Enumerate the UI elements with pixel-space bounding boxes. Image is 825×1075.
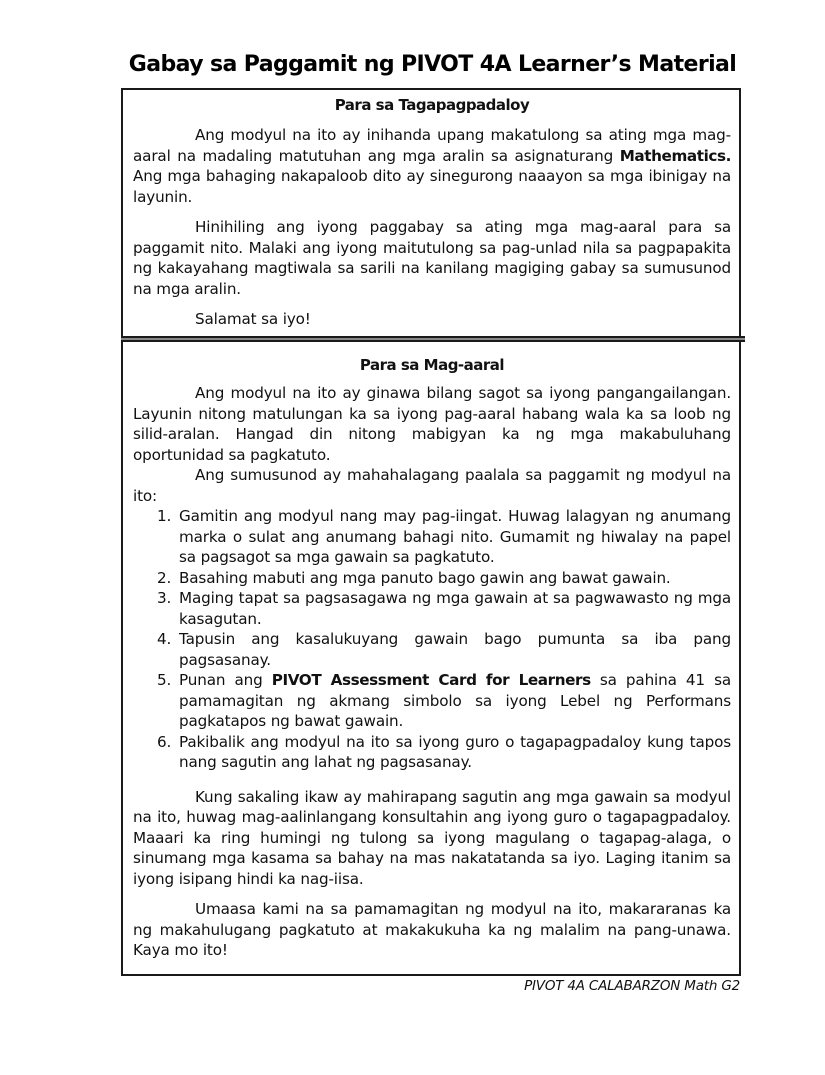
list-number: 1. <box>157 507 172 525</box>
teacher-p1-text-end: Ang mga bahaging nakapaloob dito ay sinegurong naaayon sa mga ibinigay na layunin. <box>133 167 731 206</box>
list-text: Punan ang <box>179 671 272 689</box>
teacher-guide-box <box>121 88 741 339</box>
learner-paragraph-2: Ang sumusunod ay mahahalagang paalala sa paggamit ng modyul na ito: <box>133 466 731 505</box>
list-item <box>133 588 731 629</box>
list-text: Maging tapat sa pagsasagawa ng mga gawain at sa pagwawasto ng mga kasagutan. <box>179 589 731 628</box>
list-number: 2. <box>157 568 172 587</box>
page-footer: PIVOT 4A CALABARZON Math G2 <box>524 978 740 994</box>
list-text: Tapusin ang kasalukuyang gawain bago pumunta sa iba pang pagsasanay. <box>179 630 731 669</box>
learner-paragraph-1: Ang modyul na ito ay ginawa bilang sagot sa iyong pangangailangan. Layunin nitong matulungan ka sa iyong pag-aaral habang wala ka sa loob ng silid-aralan. Hangad din nitong mabigyan ka ng mga makabuluhang oportunidad sa pagkatuto. <box>133 384 731 464</box>
learner-guide-box <box>121 340 741 976</box>
assessment-card-name: PIVOT Assessment Card for Learners <box>271 671 591 689</box>
list-item <box>133 506 731 568</box>
teacher-section-heading: Para sa Tagapagpadaloy <box>334 96 530 114</box>
list-text: Basahing mabuti ang mga panuto bago gawin ang bawat gawain. <box>179 568 671 587</box>
list-number: 6. <box>157 732 172 751</box>
subject-name: Mathematics. <box>619 146 731 165</box>
teacher-thanks: Salamat sa iyo! <box>195 310 311 328</box>
list-item <box>133 568 731 589</box>
list-number: 4. <box>157 630 172 648</box>
reminders-list <box>133 506 731 773</box>
list-item <box>133 732 731 773</box>
list-text: Gamitin ang modyul nang may pag-iingat. Huwag lalagyan ng anumang marka o sulat ang anumang bahagi nito. Gumamit ng hiwalay na papel sa pagsagot sa mga gawain sa pagkatuto. <box>179 507 731 566</box>
list-text: Pakibalik ang modyul na ito sa iyong guro o tagapagpadaloy kung tapos nang sagutin ang lahat ng pagsasanay. <box>179 732 731 771</box>
teacher-p1-text: Ang modyul na ito ay inihanda upang makatulong sa ating mga mag-aaral na madaling matutuhan ang mga aralin sa asignaturang <box>133 126 731 165</box>
list-item <box>133 670 731 732</box>
teacher-paragraph-1 <box>133 125 731 207</box>
list-item <box>133 629 731 670</box>
page-title: Gabay sa Paggamit ng PIVOT 4A Learner’s Material <box>128 52 737 77</box>
list-text-end: sa pahina 41 sa pamamagitan ng akmang simbolo sa iyong Lebel ng Performans pagkatapos ng bawat gawain. <box>179 671 731 730</box>
teacher-paragraph-2: Hinihiling ang iyong paggabay sa ating mga mag-aaral para sa paggamit nito. Malaki ang iyong maitutulong sa pag-unlad nila sa pagpapakita ng kakayahang magtiwala sa sarili na kanilang magiging gabay sa sumusunod na mga aralin. <box>133 218 731 298</box>
learner-section-heading: Para sa Mag-aaral <box>359 356 505 374</box>
list-number: 3. <box>157 589 172 607</box>
learner-paragraph-3: Kung sakaling ikaw ay mahirapang sagutin ang mga gawain sa modyul na ito, huwag mag-aalinlangang konsultahin ang iyong guro o tagapagpadaloy. Maaari ka ring humingi ng tulong sa iyong magulang o tagapag-alaga, o sinumang mga kasama sa bahay na mas nakatatanda sa iyo. Laging itanim sa iyong isipang hindi ka nag-iisa. <box>133 787 731 888</box>
list-number: 5. <box>157 671 172 689</box>
learner-paragraph-4: Umaasa kami na sa pamamagitan ng modyul na ito, makararanas ka ng makahulugang pagkatuto at makakukuha ka ng malalim na pang-unawa. Kaya mo ito! <box>133 900 731 959</box>
